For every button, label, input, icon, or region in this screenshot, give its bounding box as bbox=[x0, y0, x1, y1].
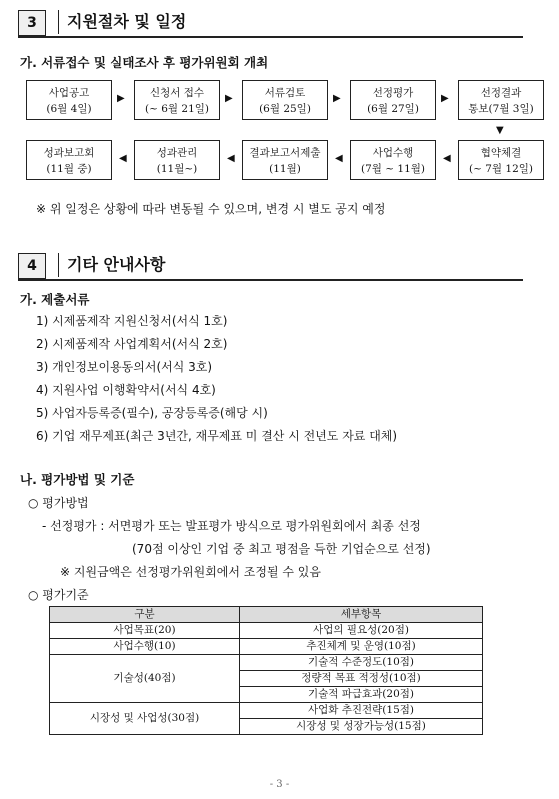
subsection-title: 가. 서류접수 및 실태조사 후 평가위원회 개최 bbox=[20, 55, 269, 70]
item-cell: 사업화 추진전략(15점) bbox=[240, 703, 483, 719]
flow-step: 선정결과 통보(7월 3일) bbox=[458, 80, 544, 120]
flow-step: 협약체결 (~ 7월 12일) bbox=[458, 140, 544, 180]
header-cell: 세부항목 bbox=[240, 607, 483, 623]
table-header-row bbox=[50, 607, 483, 623]
item-cell: 정량적 목표 적정성(10점) bbox=[240, 671, 483, 687]
table-row bbox=[50, 703, 483, 719]
section-number: 4 bbox=[18, 253, 46, 279]
eval-method-line: (70점 이상인 기업 중 최고 평점을 득한 기업순으로 선정) bbox=[132, 542, 431, 556]
flow-step: 성과관리 (11월~) bbox=[134, 140, 220, 180]
flow-step: 서류검토 (6월 25일) bbox=[242, 80, 328, 120]
subsection-title: 가. 제출서류 bbox=[20, 292, 90, 307]
section-number: 3 bbox=[18, 10, 46, 36]
category-cell: 시장성 및 사업성(30점) bbox=[50, 703, 240, 735]
subsection-title: 나. 평가방법 및 기준 bbox=[20, 472, 135, 487]
arrow-right-icon: ▶ bbox=[441, 93, 449, 104]
section-4-header bbox=[18, 253, 523, 281]
criteria-title: ○ 평가기준 bbox=[28, 588, 89, 602]
arrow-right-icon: ▶ bbox=[117, 93, 125, 104]
arrow-left-icon: ◀ bbox=[119, 153, 127, 164]
section-title: 기타 안내사항 bbox=[58, 253, 165, 277]
document-item: 5) 사업자등록증(필수), 공장등록증(해당 시) bbox=[36, 406, 268, 420]
arrow-right-icon: ▶ bbox=[333, 93, 341, 104]
document-item: 4) 지원사업 이행확약서(서식 4호) bbox=[36, 383, 216, 397]
item-cell: 추진체계 및 운영(10점) bbox=[240, 639, 483, 655]
table-row bbox=[50, 639, 483, 655]
item-cell: 기술적 파급효과(20점) bbox=[240, 687, 483, 703]
flow-step: 신청서 접수 (~ 6월 21일) bbox=[134, 80, 220, 120]
arrow-down-icon: ▼ bbox=[496, 125, 504, 136]
flow-step: 사업공고 (6월 4일) bbox=[26, 80, 112, 120]
item-cell: 사업의 필요성(20점) bbox=[240, 623, 483, 639]
eval-method-line: - 선정평가 : 서면평가 또는 발표평가 방식으로 평가위원회에서 최종 선정 bbox=[42, 519, 421, 533]
item-cell: 시장성 및 성장가능성(15점) bbox=[240, 719, 483, 735]
section-3-header bbox=[18, 10, 523, 38]
flow-step: 성과보고회 (11월 중) bbox=[26, 140, 112, 180]
arrow-left-icon: ◀ bbox=[443, 153, 451, 164]
category-cell: 사업목표(20) bbox=[50, 623, 240, 639]
arrow-left-icon: ◀ bbox=[335, 153, 343, 164]
flow-step: 결과보고서제출 (11월) bbox=[242, 140, 328, 180]
schedule-note: ※ 위 일정은 상황에 따라 변동될 수 있으며, 변경 시 별도 공지 예정 bbox=[36, 202, 386, 216]
section-title: 지원절차 및 일정 bbox=[58, 10, 186, 34]
eval-method-title: ○ 평가방법 bbox=[28, 496, 89, 510]
item-cell: 기술적 수준정도(10점) bbox=[240, 655, 483, 671]
eval-note: ※ 지원금액은 선정평가위원회에서 조정될 수 있음 bbox=[60, 565, 321, 579]
arrow-right-icon: ▶ bbox=[225, 93, 233, 104]
document-item: 3) 개인정보이용동의서(서식 3호) bbox=[36, 360, 213, 374]
category-cell: 기술성(40점) bbox=[50, 655, 240, 703]
document-item: 2) 시제품제작 사업계획서(서식 2호) bbox=[36, 337, 228, 351]
page-number: - 3 - bbox=[269, 779, 290, 790]
flow-step: 선정평가 (6월 27일) bbox=[350, 80, 436, 120]
document-item: 6) 기업 재무제표(최근 3년간, 재무제표 미 결산 시 전년도 자료 대체) bbox=[36, 429, 398, 443]
header-cell: 구분 bbox=[50, 607, 240, 623]
arrow-left-icon: ◀ bbox=[227, 153, 235, 164]
criteria-table bbox=[49, 606, 483, 735]
document-item: 1) 시제품제작 지원신청서(서식 1호) bbox=[36, 314, 228, 328]
flow-step: 사업수행 (7월 ~ 11월) bbox=[350, 140, 436, 180]
table-row bbox=[50, 655, 483, 671]
category-cell: 사업수행(10) bbox=[50, 639, 240, 655]
table-row bbox=[50, 623, 483, 639]
